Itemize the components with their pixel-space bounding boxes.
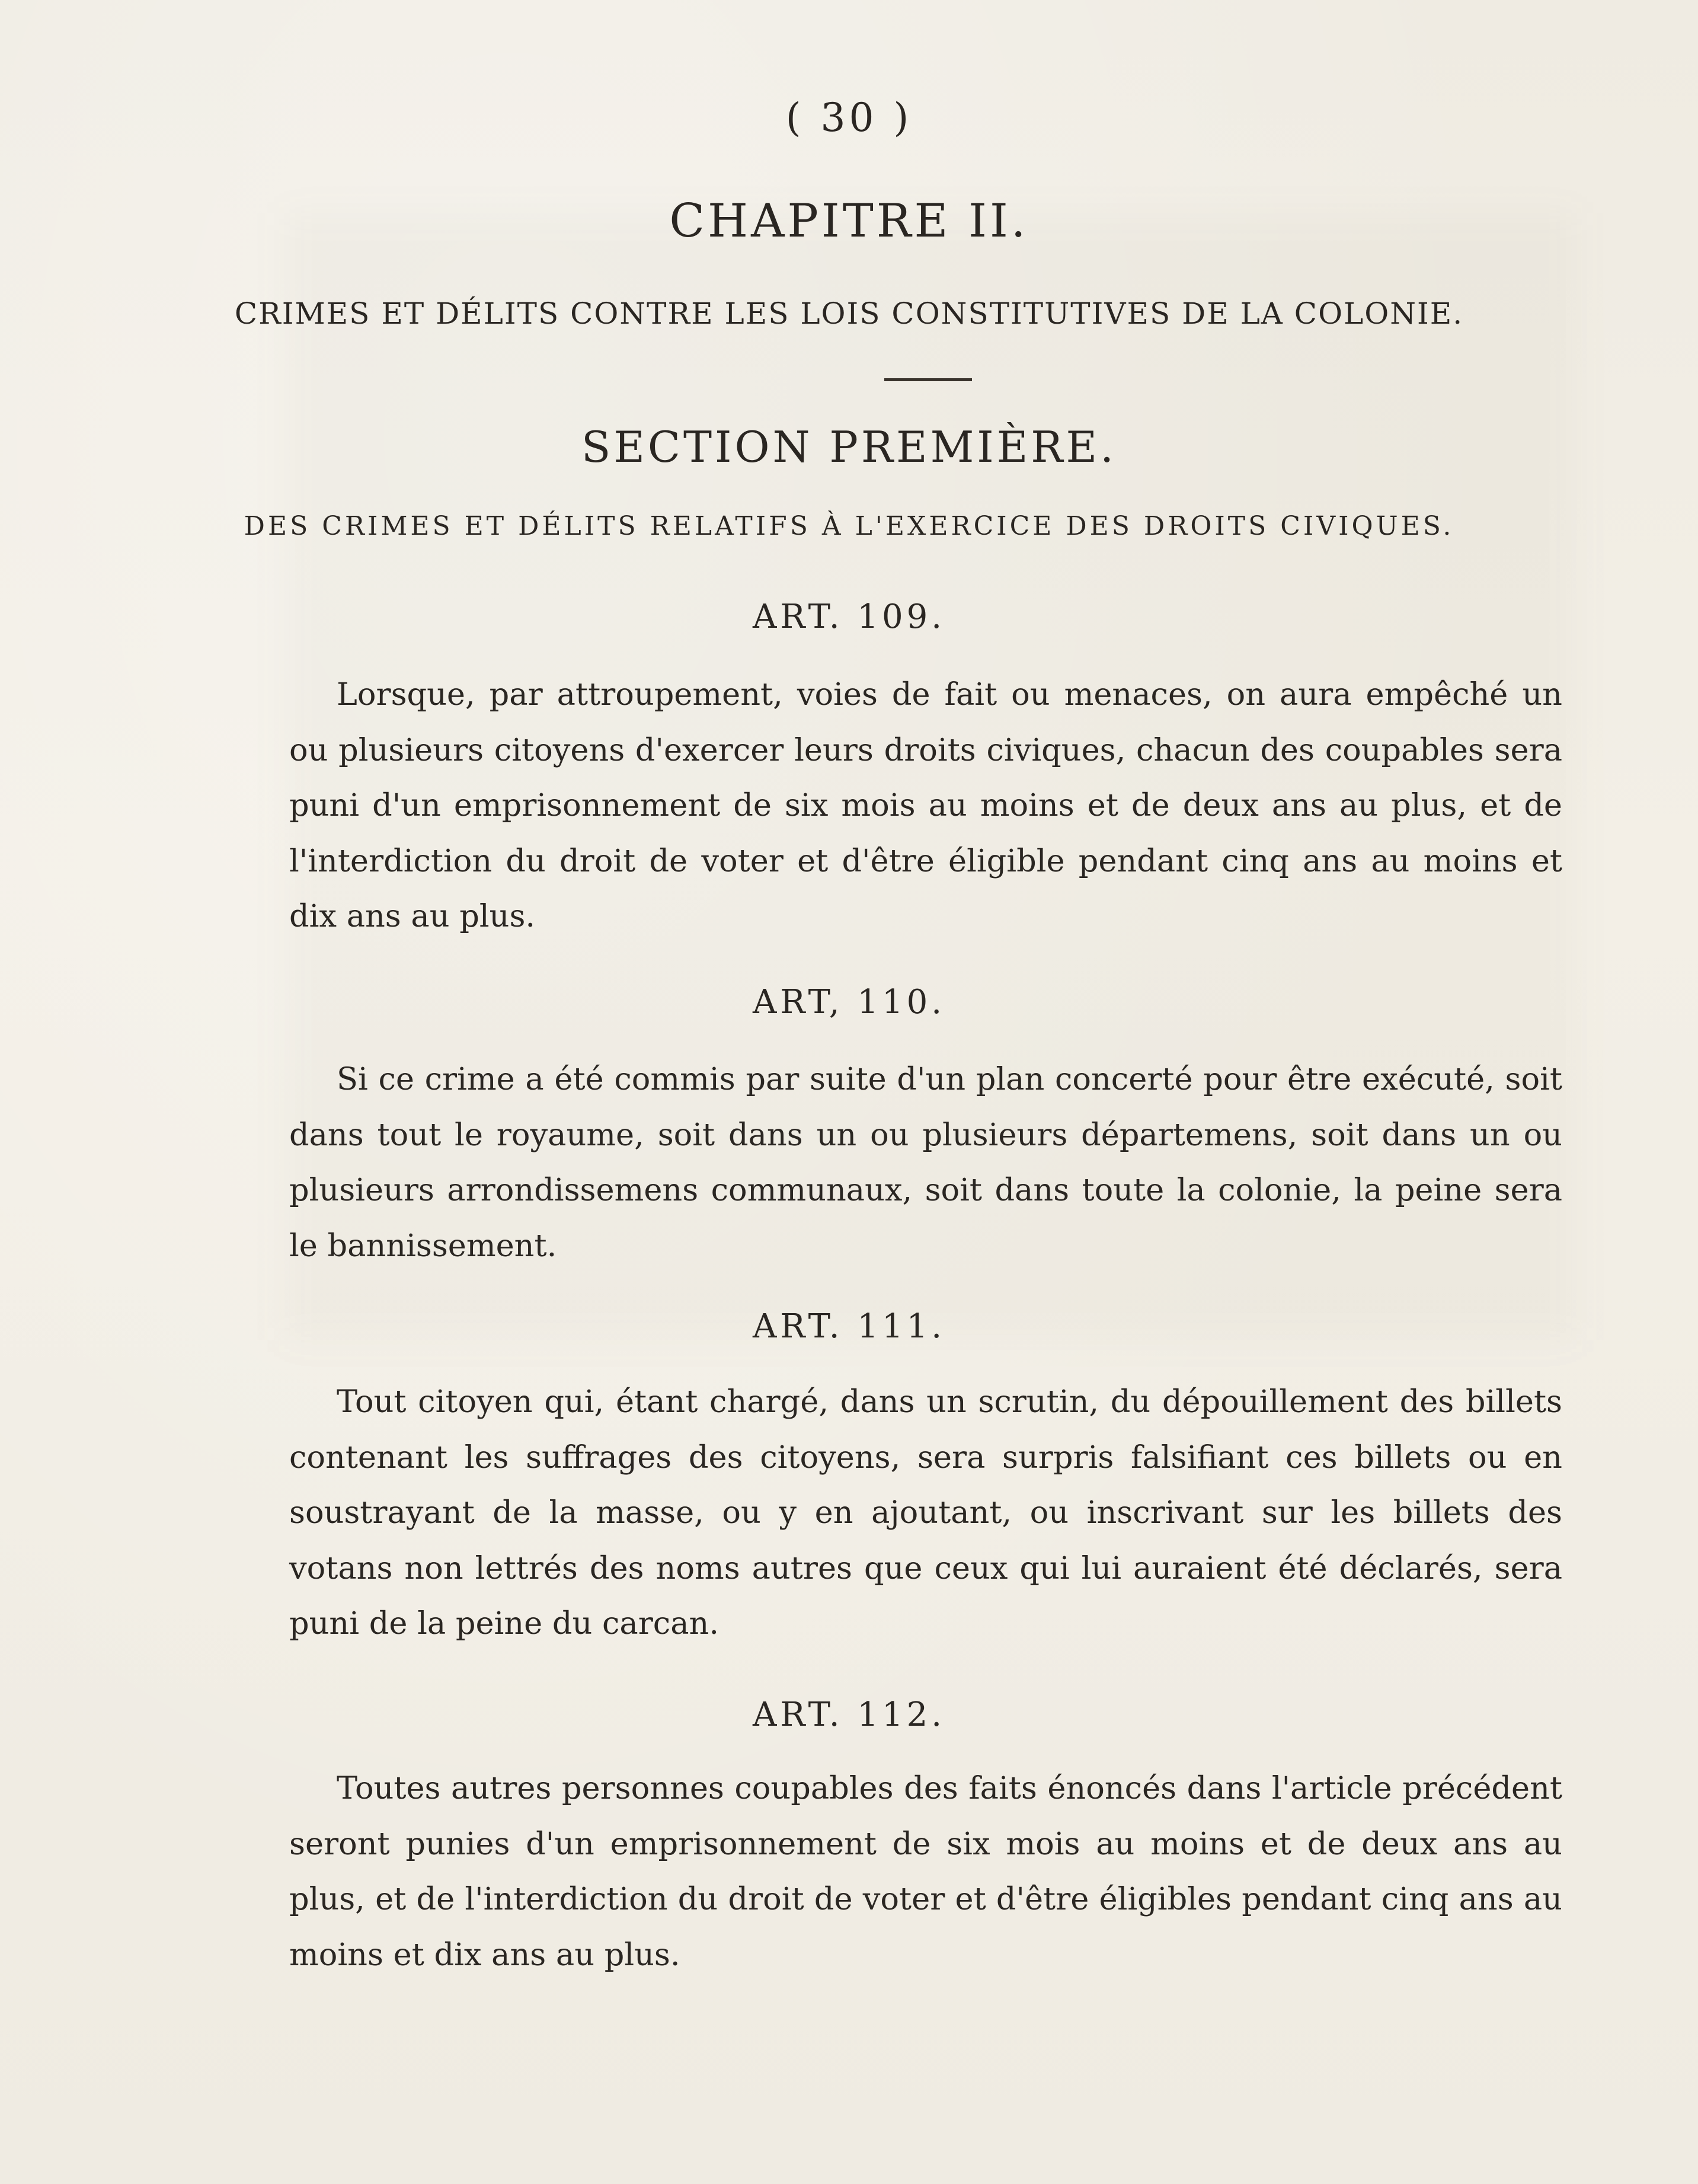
section-subtitle: DES CRIMES ET DÉLITS RELATIFS À L'EXERCICE DES DROITS CIVIQUES. [244, 511, 1454, 541]
article-111-heading: ART. 111. [752, 1307, 946, 1346]
article-110-text: Si ce crime a été commis par suite d'un plan concerté pour être exécuté, soit dans tout le royaume, soit dans un ou plusieurs départemens, soit dans un ou plusieurs arrondissemens communaux, soit dans toute la colonie, la peine sera le bannissement. [289, 1061, 1562, 1264]
article-109-text: Lorsque, par attroupement, voies de fait ou menaces, on aura empêché un ou plusieurs citoyens d'exercer leurs droits civiques, chacun des coupables sera puni d'un emprisonnement de six mois au moins et de deux ans au plus, et de l'interdiction du droit de voter et d'être éligible pendant cinq ans au moins et dix ans au plus. [289, 676, 1562, 934]
article-110-heading: ART, 110. [752, 983, 946, 1021]
chapter-title: CHAPITRE II. [669, 194, 1029, 248]
chapter-subtitle: CRIMES ET DÉLITS CONTRE LES LOIS CONSTITUTIVES DE LA COLONIE. [234, 296, 1464, 331]
article-109-heading: ART. 109. [752, 598, 946, 636]
page-number: ( 30 ) [785, 95, 913, 141]
divider-rule [884, 378, 972, 381]
article-111-text: Tout citoyen qui, étant chargé, dans un scrutin, du dépouillement des billets contenant les suffrages des citoyens, sera surpris falsifiant ces billets ou en soustrayant de la masse, ou y en ajoutant, ou inscrivant sur les billets des votans non lettrés des noms autres que ceux qui lui auraient été déclarés, sera puni de la peine du carcan. [289, 1384, 1562, 1642]
article-112-text: Toutes autres personnes coupables des faits énoncés dans l'article précédent seront punies d'un emprisonnement de six mois au moins et de deux ans au plus, et de l'interdiction du droit de voter et d'être éligibles pendant cinq ans au moins et dix ans au plus. [289, 1770, 1562, 1973]
article-112-heading: ART. 112. [752, 1696, 946, 1734]
section-title: SECTION PREMIÈRE. [581, 422, 1117, 472]
